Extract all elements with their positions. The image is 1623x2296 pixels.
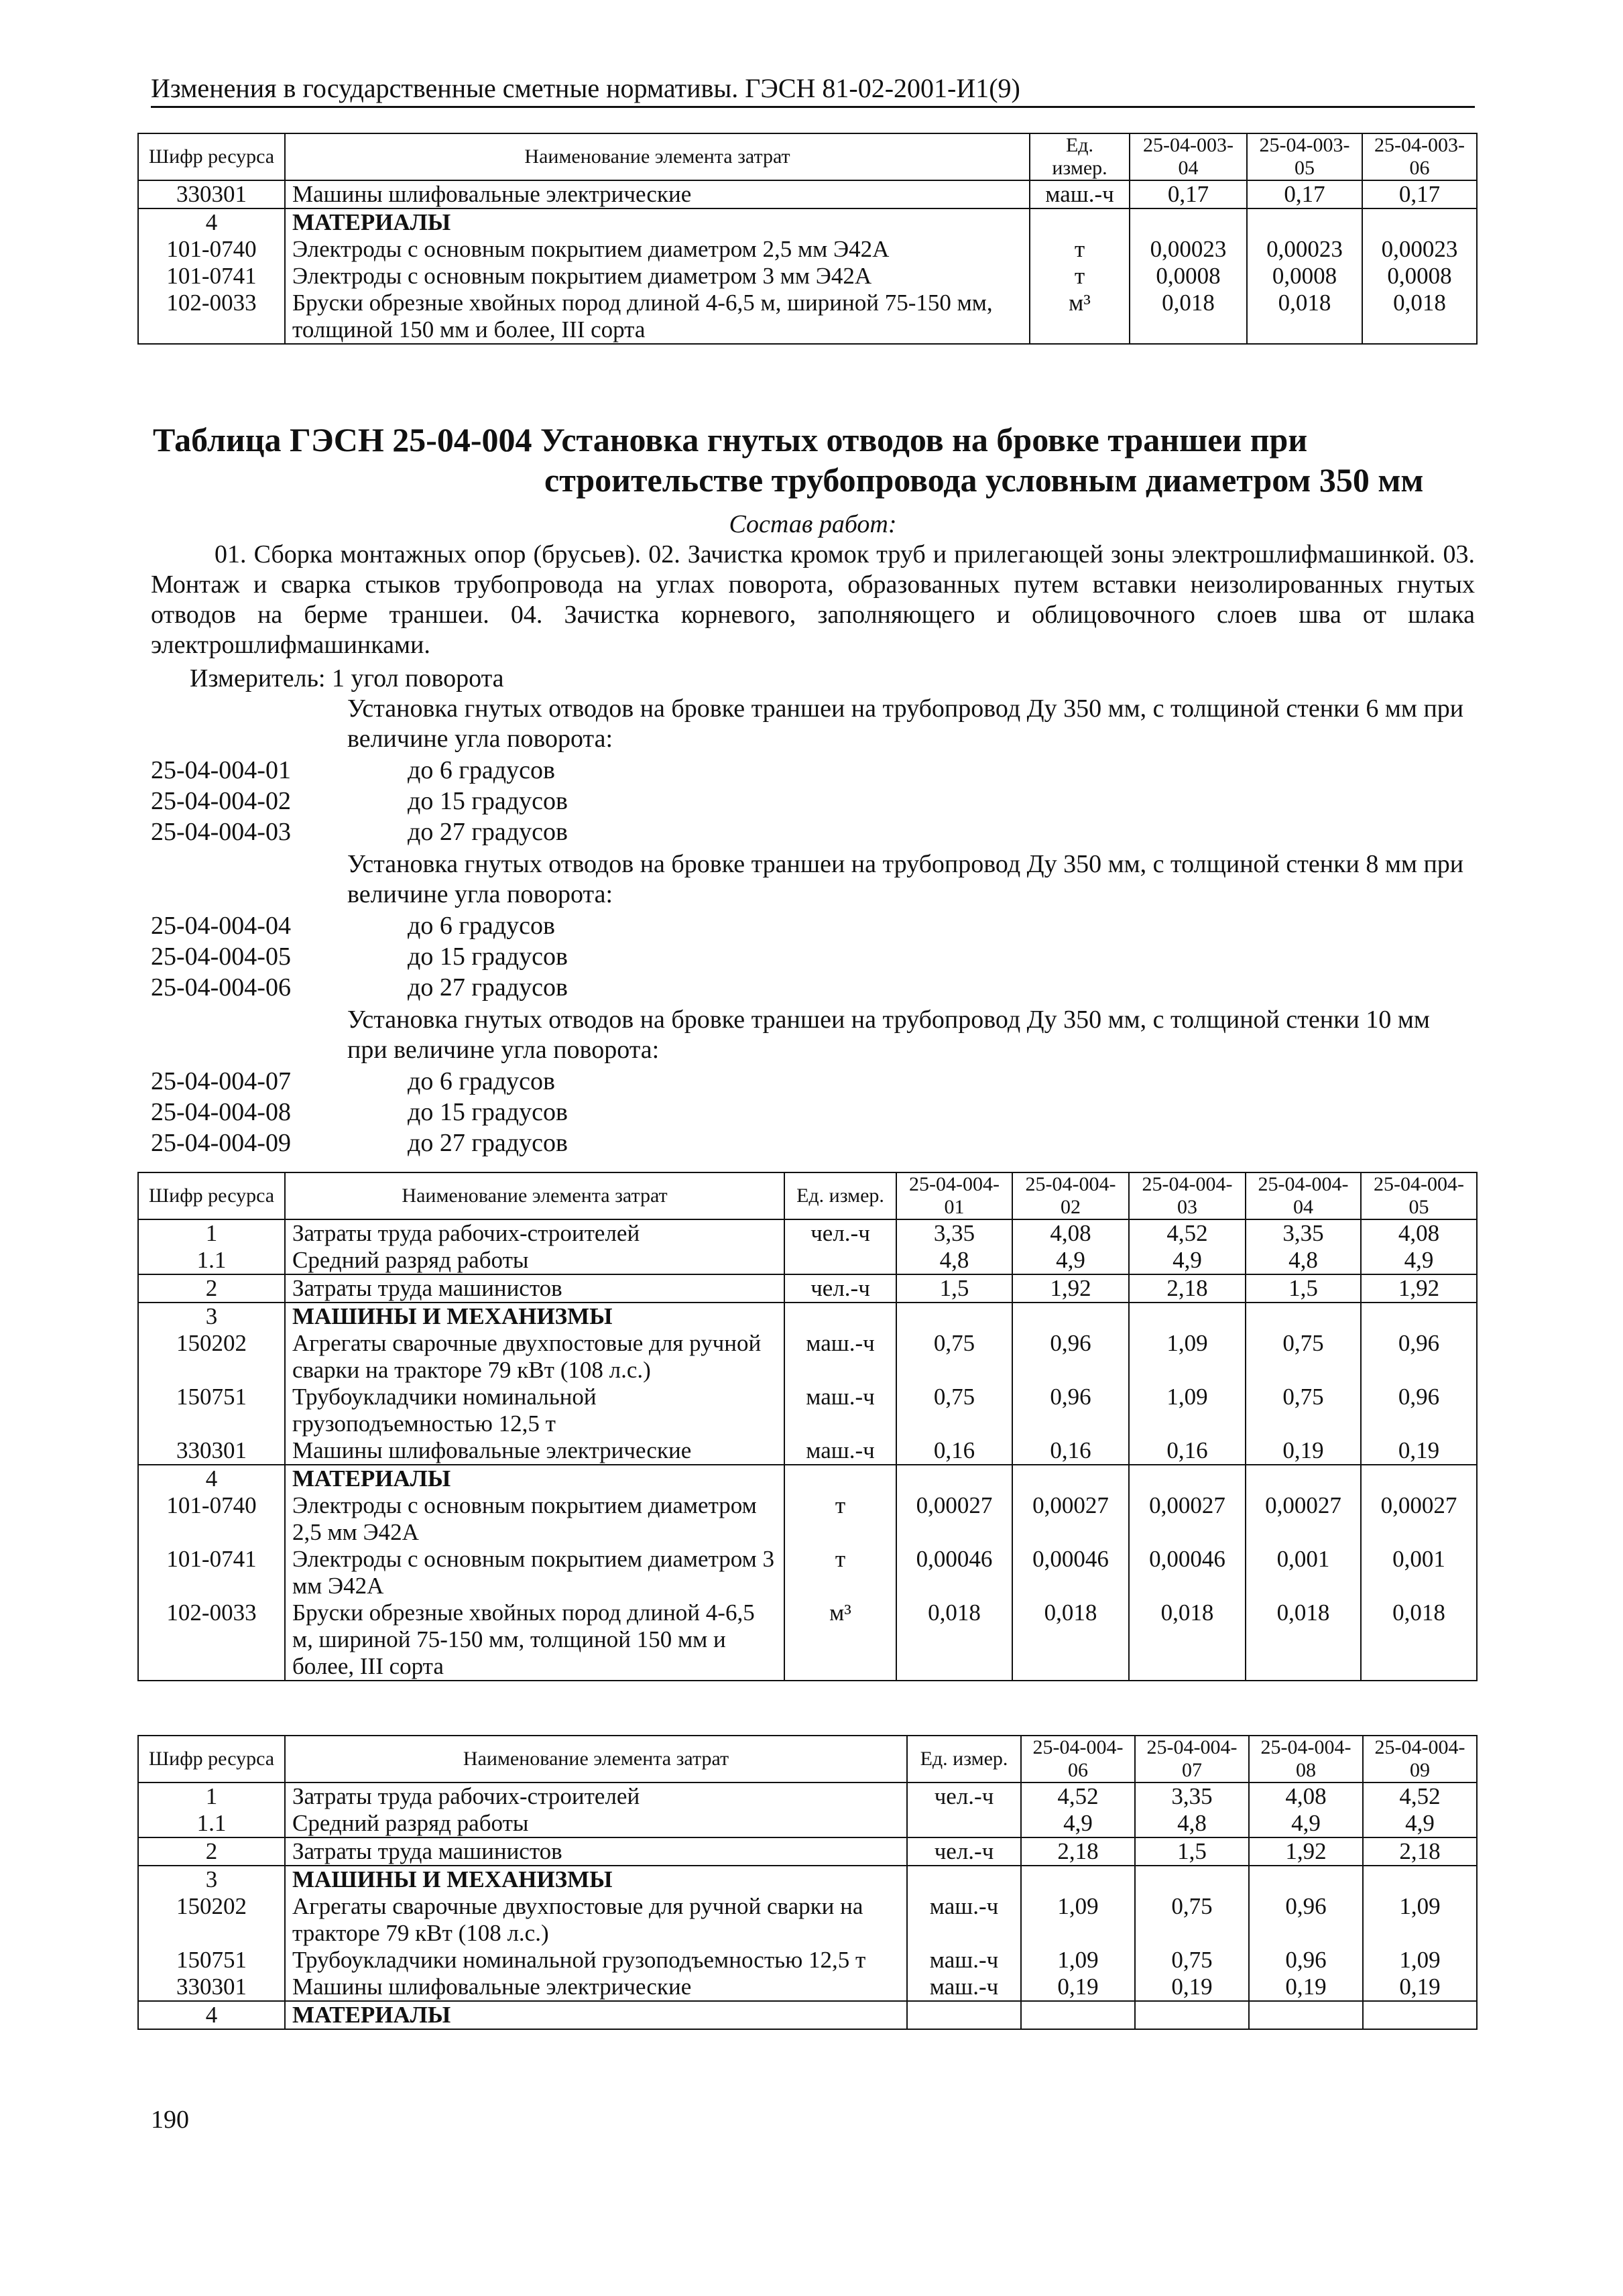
section-heading: МАТЕРИАЛЫ [285,2001,907,2029]
col-header-norm: 25-04-004-03 [1129,1172,1246,1219]
resource-table-004-b [137,1735,1478,2030]
norm-value: 1,09 [1129,1384,1246,1437]
resource-unit: маш.-ч [907,1947,1021,1974]
col-header-norm: 25-04-004-02 [1012,1172,1129,1219]
resource-code: 101-0740 [138,1492,285,1546]
table-row [138,1974,1477,2001]
resource-code: 4 [138,208,285,236]
norm-text: до 6 градусов [408,756,555,784]
col-header-norm: 25-04-004-08 [1249,1736,1363,1783]
norm-value: 0,75 [1246,1384,1361,1437]
norm-value: 0,75 [1135,1893,1249,1947]
norm-value [1129,1465,1246,1492]
col-header-norm: 25-04-004-09 [1363,1736,1477,1783]
norm-code: 25-04-004-06 [151,973,291,1002]
norm-value [1012,1465,1129,1492]
resource-code: 330301 [138,1437,285,1465]
norm-value: 0,96 [1249,1947,1363,1974]
section-heading: МАТЕРИАЛЫ [285,1465,784,1492]
norm-value: 0,00046 [1129,1546,1246,1599]
resource-code: 150751 [138,1384,285,1437]
resource-code: 330301 [138,180,285,208]
resource-unit: маш.-ч [784,1330,896,1384]
norm-value: 4,08 [1361,1219,1477,1247]
norm-value: 1,5 [896,1274,1012,1303]
norm-value: 1,09 [1363,1947,1477,1974]
table-row [138,2001,1477,2029]
table-title-line-2: строительстве трубопровода условным диаметром 350 мм [544,461,1424,499]
group-description: Установка гнутых отводов на бровке траншеи на трубопровод Ду 350 мм, с толщиной стенки 8 мм при величине угла поворота: [347,850,1464,908]
table-row [138,1893,1477,1947]
section-heading: МАШИНЫ И МЕХАНИЗМЫ [285,1866,907,1893]
table-row [138,1546,1477,1599]
resource-code: 101-0741 [138,263,285,290]
table-row [138,236,1477,263]
resource-name: Агрегаты сварочные двухпостовые для ручной сварки на тракторе 79 кВт (108 л.с.) [285,1893,907,1947]
norm-value [1363,2001,1477,2029]
norm-value: 0,19 [1361,1437,1477,1465]
norm-text: до 15 градусов [408,1098,568,1126]
resource-unit: чел.-ч [907,1837,1021,1866]
section-heading: МАТЕРИАЛЫ [285,208,1030,236]
resource-code: 330301 [138,1974,285,2001]
norm-value: 4,9 [1021,1810,1135,1837]
norm-value: 0,0008 [1130,263,1247,290]
resource-name: Средний разряд работы [285,1247,784,1274]
norm-value: 0,19 [1363,1974,1477,2001]
norm-text: до 27 градусов [408,973,568,1002]
resource-unit: т [1030,236,1130,263]
norm-value: 1,5 [1135,1837,1249,1866]
composition-text: 01. Сборка монтажных опор (брусьев). 02. Зачистка кромок труб и прилегающей зоны электрошлифмашинкой. 03. Монтаж и сварка стыков трубопровода на углах поворота, образованных путем вставки неизолированных гнутых отводов на берме траншеи. 04. Зачистка корневого, заполняющего и облицовочного слоев шва от шлака электрошлифмашинками. [151,540,1475,659]
resource-name: Электроды с основным покрытием диаметром 2,5 мм Э42А [285,1492,784,1546]
table-row [138,1274,1477,1303]
norm-value: 4,9 [1361,1247,1477,1274]
norm-value: 3,35 [1246,1219,1361,1247]
col-header-norm: 25-04-003-05 [1247,133,1362,180]
resource-name: Машины шлифовальные электрические [285,1437,784,1465]
norm-code: 25-04-004-03 [151,818,291,846]
norm-value: 0,00046 [896,1546,1012,1599]
resource-name: Электроды с основным покрытием диаметром 2,5 мм Э42А [285,236,1030,263]
col-header-code: Шифр ресурса [138,1172,285,1219]
col-header-name: Наименование элемента затрат [285,1172,784,1219]
resource-name: Электроды с основным покрытием диаметром 3 мм Э42А [285,1546,784,1599]
norm-value: 2,18 [1129,1274,1246,1303]
norm-value: 0,16 [896,1437,1012,1465]
col-header-norm: 25-04-004-06 [1021,1736,1135,1783]
norm-value: 0,96 [1249,1893,1363,1947]
norm-value [1361,1303,1477,1330]
resource-unit: чел.-ч [784,1219,896,1247]
norm-value: 0,00046 [1012,1546,1129,1599]
norm-value: 0,001 [1246,1546,1361,1599]
norm-value [1246,1465,1361,1492]
table-row [138,263,1477,290]
norm-value: 0,018 [1129,1599,1246,1681]
resource-unit: маш.-ч [1030,180,1130,208]
norm-value: 0,96 [1361,1330,1477,1384]
col-header-unit: Ед. измер. [907,1736,1021,1783]
table-row [138,1219,1477,1247]
resource-name: Средний разряд работы [285,1810,907,1837]
table-row [138,1810,1477,1837]
norm-value: 0,001 [1361,1546,1477,1599]
norm-value [1361,1465,1477,1492]
resource-unit: маш.-ч [907,1893,1021,1947]
norm-value: 0,16 [1012,1437,1129,1465]
resource-code: 150751 [138,1947,285,1974]
resource-unit: маш.-ч [784,1437,896,1465]
norm-value: 4,9 [1249,1810,1363,1837]
resource-unit: чел.-ч [907,1783,1021,1810]
resource-name: Машины шлифовальные электрические [285,1974,907,2001]
resource-name: Машины шлифовальные электрические [285,180,1030,208]
section-heading: МАШИНЫ И МЕХАНИЗМЫ [285,1303,784,1330]
norm-value: 4,52 [1021,1783,1135,1810]
col-header-code: Шифр ресурса [138,133,285,180]
resource-unit [784,1465,896,1492]
norm-value: 1,92 [1249,1837,1363,1866]
col-header-norm: 25-04-004-04 [1246,1172,1361,1219]
col-header-norm: 25-04-003-06 [1362,133,1477,180]
resource-name: Затраты труда рабочих-строителей [285,1783,907,1810]
norm-value: 0,018 [1362,290,1477,344]
norm-value: 0,96 [1012,1330,1129,1384]
norm-value: 0,19 [1135,1974,1249,2001]
col-header-code: Шифр ресурса [138,1736,285,1783]
norm-value: 0,00027 [1012,1492,1129,1546]
norm-value: 1,5 [1246,1274,1361,1303]
group-description: Установка гнутых отводов на бровке траншеи на трубопровод Ду 350 мм, с толщиной стенки 10 мм при величине угла поворота: [347,1006,1430,1064]
norm-value: 0,00023 [1362,236,1477,263]
norm-value: 2,18 [1363,1837,1477,1866]
norm-value: 1,09 [1021,1893,1135,1947]
resource-code: 102-0033 [138,290,285,344]
norm-value: 3,35 [1135,1783,1249,1810]
norm-value: 2,18 [1021,1837,1135,1866]
resource-unit [784,1303,896,1330]
norm-value: 0,0008 [1247,263,1362,290]
norm-value [1129,1303,1246,1330]
norm-value: 0,17 [1362,180,1477,208]
resource-code: 1 [138,1219,285,1247]
resource-name: Электроды с основным покрытием диаметром 3 мм Э42А [285,263,1030,290]
norm-value [1135,1866,1249,1893]
resource-unit: маш.-ч [907,1974,1021,2001]
resource-unit [784,1247,896,1274]
norm-value: 0,018 [1361,1599,1477,1681]
resource-name: Трубоукладчики номинальной грузоподъемностью 12,5 т [285,1384,784,1437]
table-title-line-1: Таблица ГЭСН 25-04-004 Установка гнутых отводов на бровке траншеи при [153,421,1308,459]
norm-value: 1,09 [1021,1947,1135,1974]
norm-value: 0,96 [1361,1384,1477,1437]
norm-text: до 6 градусов [408,912,555,940]
norm-value: 0,19 [1249,1974,1363,2001]
norm-value: 0,17 [1130,180,1247,208]
norm-value: 0,018 [1247,290,1362,344]
norm-value: 0,018 [1130,290,1247,344]
table-row [138,180,1477,208]
resource-name: Бруски обрезные хвойных пород длиной 4-6,5 м, шириной 75-150 мм, толщиной 150 мм и более, III сорта [285,1599,784,1681]
page-header: Изменения в государственные сметные нормативы. ГЭСН 81-02-2001-И1(9) [151,72,1475,108]
norm-value [1135,2001,1249,2029]
resource-name: Затраты труда рабочих-строителей [285,1219,784,1247]
resource-code: 101-0740 [138,236,285,263]
table-row [138,1384,1477,1437]
norm-value [1249,1866,1363,1893]
norm-value: 0,00027 [896,1492,1012,1546]
table-row [138,290,1477,344]
resource-code: 102-0033 [138,1599,285,1681]
table-row [138,1465,1477,1492]
norm-value: 0,19 [1246,1437,1361,1465]
norm-value: 0,018 [896,1599,1012,1681]
table-row [138,1247,1477,1274]
resource-name: Бруски обрезные хвойных пород длиной 4-6,5 м, шириной 75-150 мм, толщиной 150 мм и более, III сорта [285,290,1030,344]
norm-value: 4,9 [1012,1247,1129,1274]
norm-value: 4,08 [1249,1783,1363,1810]
table-row [138,1866,1477,1893]
table-row [138,1783,1477,1810]
col-header-unit: Ед. измер. [784,1172,896,1219]
resource-unit [907,1866,1021,1893]
norm-text: до 15 градусов [408,943,568,971]
col-header-norm: 25-04-004-01 [896,1172,1012,1219]
norm-code: 25-04-004-08 [151,1098,291,1126]
col-header-name: Наименование элемента затрат [285,1736,907,1783]
norm-value: 0,0008 [1362,263,1477,290]
col-header-norm: 25-04-003-04 [1130,133,1247,180]
resource-unit: т [784,1492,896,1546]
norm-text: до 6 градусов [408,1067,555,1095]
norm-value: 0,75 [1246,1330,1361,1384]
norm-value [1246,1303,1361,1330]
resource-code: 2 [138,1837,285,1866]
col-header-norm: 25-04-004-07 [1135,1736,1249,1783]
norm-code: 25-04-004-05 [151,943,291,971]
norm-value: 0,96 [1012,1384,1129,1437]
resource-code: 3 [138,1866,285,1893]
norm-value: 4,8 [896,1247,1012,1274]
resource-unit: маш.-ч [784,1384,896,1437]
norm-value: 1,92 [1012,1274,1129,1303]
table-row [138,208,1477,236]
resource-code: 3 [138,1303,285,1330]
norm-value: 0,018 [1012,1599,1129,1681]
resource-code: 1.1 [138,1247,285,1274]
col-header-unit: Ед. измер. [1030,133,1130,180]
table-row [138,1599,1477,1681]
resource-code: 1 [138,1783,285,1810]
resource-name: Агрегаты сварочные двухпостовые для ручной сварки на тракторе 79 кВт (108 л.с.) [285,1330,784,1384]
group-description: Установка гнутых отводов на бровке траншеи на трубопровод Ду 350 мм, с толщиной стенки 6 мм при величине угла поворота: [347,694,1464,753]
norm-value [1363,1866,1477,1893]
norm-value: 4,9 [1363,1810,1477,1837]
norm-value [1249,2001,1363,2029]
resource-code: 2 [138,1274,285,1303]
table-row [138,1837,1477,1866]
norm-text: до 27 градусов [408,818,568,846]
norm-value: 4,8 [1246,1247,1361,1274]
norm-value: 0,17 [1247,180,1362,208]
norm-text: до 15 градусов [408,787,568,815]
norm-value [1012,1303,1129,1330]
table-row [138,1437,1477,1465]
norm-code: 25-04-004-09 [151,1129,291,1157]
norm-value: 4,9 [1129,1247,1246,1274]
norm-value: 0,75 [896,1330,1012,1384]
norm-value [896,1465,1012,1492]
resource-table-004-a [137,1172,1478,1681]
col-header-norm: 25-04-004-05 [1361,1172,1477,1219]
resource-unit: т [1030,263,1130,290]
table-row [138,1330,1477,1384]
norm-value: 0,00027 [1246,1492,1361,1546]
resource-unit [907,1810,1021,1837]
norm-value: 1,09 [1129,1330,1246,1384]
resource-unit: т [784,1546,896,1599]
norm-value [1021,1866,1135,1893]
resource-unit [907,2001,1021,2029]
composition-label: Состав работ: [729,510,897,538]
norm-value: 1,09 [1363,1893,1477,1947]
norm-value: 0,16 [1129,1437,1246,1465]
norm-value: 4,8 [1135,1810,1249,1837]
norm-value: 4,52 [1363,1783,1477,1810]
table-row [138,1492,1477,1546]
resource-code: 4 [138,1465,285,1492]
norm-text: до 27 градусов [408,1129,568,1157]
resource-unit: чел.-ч [784,1274,896,1303]
norm-code: 25-04-004-07 [151,1067,291,1095]
resource-name: Затраты труда машинистов [285,1274,784,1303]
norm-code: 25-04-004-02 [151,787,291,815]
norm-value: 0,19 [1021,1974,1135,2001]
norm-value: 0,00027 [1361,1492,1477,1546]
resource-code: 101-0741 [138,1546,285,1599]
col-header-name: Наименование элемента затрат [285,133,1030,180]
resource-code: 1.1 [138,1810,285,1837]
resource-unit: м³ [784,1599,896,1681]
resource-name: Затраты труда машинистов [285,1837,907,1866]
norm-value: 0,018 [1246,1599,1361,1681]
measure-unit: Измеритель: 1 угол поворота [190,664,504,692]
resource-table-003 [137,133,1478,345]
resource-code: 4 [138,2001,285,2029]
resource-code: 150202 [138,1330,285,1384]
page-number: 190 [151,2106,189,2134]
norm-value: 1,92 [1361,1274,1477,1303]
norm-value: 0,00023 [1247,236,1362,263]
norm-value: 4,52 [1129,1219,1246,1247]
table-row [138,1303,1477,1330]
norm-value [1021,2001,1135,2029]
resource-code: 150202 [138,1893,285,1947]
norm-value: 0,75 [896,1384,1012,1437]
norm-value: 4,08 [1012,1219,1129,1247]
norm-value [896,1303,1012,1330]
norm-value: 3,35 [896,1219,1012,1247]
norm-code: 25-04-004-04 [151,912,291,940]
norm-code: 25-04-004-01 [151,756,291,784]
resource-unit: м³ [1030,290,1130,344]
norm-value: 0,00023 [1130,236,1247,263]
table-row [138,1947,1477,1974]
norm-value: 0,75 [1135,1947,1249,1974]
norm-value: 0,00027 [1129,1492,1246,1546]
resource-name: Трубоукладчики номинальной грузоподъемностью 12,5 т [285,1947,907,1974]
